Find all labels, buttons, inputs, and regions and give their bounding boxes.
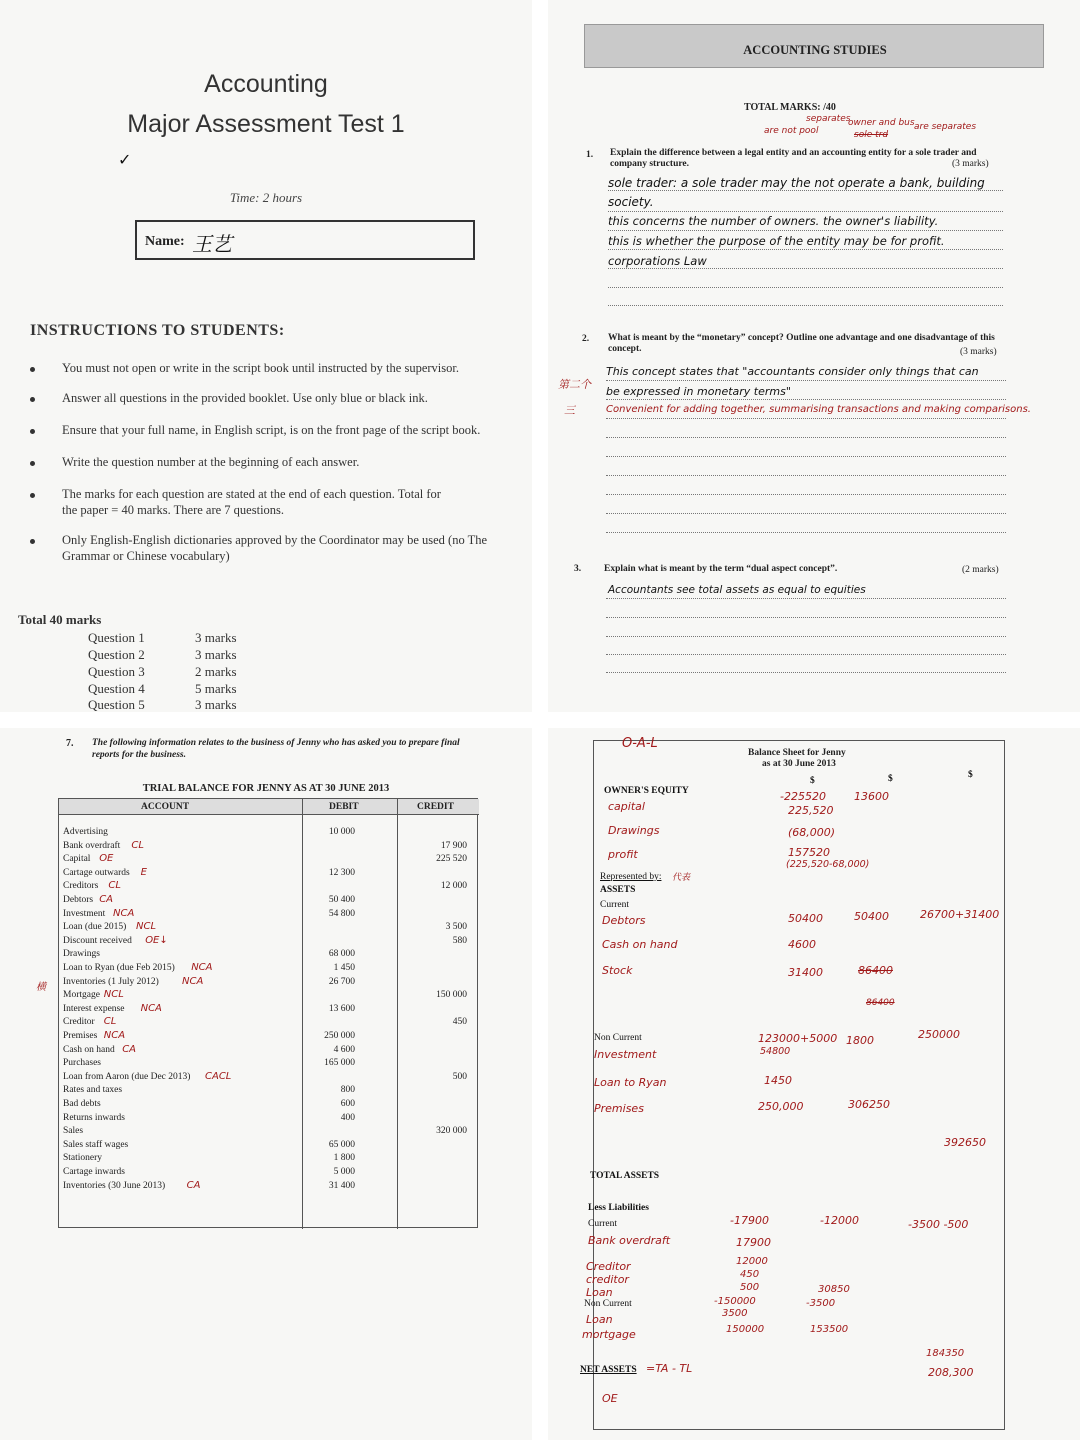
nc-value: 153500 [810,1324,849,1335]
bullet [30,539,35,544]
owners-equity: OWNER'S EQUITY [604,786,689,796]
studies-page [548,0,1080,712]
investment-value: 54800 [760,1046,791,1057]
classification-note: CL [131,839,144,851]
account-name: Loan to Ryan (due Feb 2015) [63,963,175,973]
answer-line [606,380,1006,381]
bullet [30,493,35,498]
answer-line [608,190,1003,191]
capital-value: 225,520 [788,804,834,817]
account-name: Debtors [63,895,94,905]
annotation: sole trd [854,130,889,140]
debit-value: 50 400 [328,895,355,905]
capital-value: 13600 [854,790,889,803]
credit-value: 580 [452,935,467,946]
annotation: are not pool [764,126,819,136]
debit-value: 250 000 [324,1031,355,1041]
bullet [30,461,35,466]
classification-note: CA [99,894,114,905]
total-assets: TOTAL ASSETS [590,1171,660,1181]
classification-note: E [140,866,147,878]
investment-value: 123000+5000 [758,1032,838,1045]
debtors-value: 50400 [854,910,889,923]
answer-line [606,494,1006,495]
question-4: Question 4 [88,681,145,696]
represented-by: Represented by: [600,872,662,882]
total-marks-label: Total 40 marks [18,612,102,627]
premises: Premises [594,1102,644,1115]
answer-line [608,249,1003,250]
account-name: Rates and taxes [63,1085,123,1096]
profit-value: 157520 [788,846,830,859]
studies-header-box [584,24,1044,68]
name-label: Name: [145,234,185,249]
instruction-5: The marks for each question are stated at the end of each question. Total for the paper = 40 marks. There are 7 questions. [62,487,441,517]
debit-value: 1 450 [333,963,355,973]
question-5-marks: 3 marks [195,697,237,712]
classification-note: CACL [205,1070,232,1082]
less-liabilities: Less Liabilities [588,1203,649,1213]
bs-title: Balance Sheet for Jenny [748,748,846,758]
answer-line [606,617,1006,618]
q2-marks: (3 marks) [960,347,997,357]
col-divider [397,799,398,1229]
instruction-4: Write the question number at the beginning of each answer. [62,455,360,469]
trial-header-row [59,799,479,815]
capital-value: -225520 [780,790,826,803]
bank-value: -12000 [820,1214,859,1227]
account-name: Loan (due 2015) [63,922,127,933]
answer-line [606,437,1006,438]
header-credit: CREDIT [417,802,454,812]
debit-value: 10 000 [328,827,355,837]
investment-value: 1800 [846,1034,874,1047]
question-2-marks: 3 marks [195,647,237,662]
name-box [135,220,475,260]
classification-note: NCA [103,1030,126,1041]
classification-note: CA [186,1179,201,1191]
account-name: Purchases [63,1058,101,1069]
total-marks: TOTAL MARKS: /40 [744,102,836,113]
question-4-marks: 5 marks [195,681,237,696]
classification-note: OE [99,853,114,865]
net-assets-formula: =TA - TL [646,1362,693,1375]
cover-subtitle: Major Assessment Test 1 [127,110,405,138]
answer-line [606,513,1006,514]
answer-line [608,211,1003,212]
loan-to-ryan: Loan to Ryan [594,1076,667,1089]
account-name: Interest expense [63,1003,125,1014]
q7-number: 7. [66,738,74,749]
debit-value: 1 800 [333,1153,355,1164]
creditor-value: 450 [740,1269,760,1280]
header-account: ACCOUNT [141,802,190,812]
answer-line [608,305,1003,306]
loan-ryan-value: 1450 [764,1074,792,1087]
current-liab: Current [588,1219,618,1229]
cover-time: Time: 2 hours [229,190,303,205]
classification-note: CL [103,1016,117,1028]
account-name: Bad debts [63,1099,101,1109]
q2-answer-1: This concept states that "accountants consider only things that can [606,365,979,378]
classification-note: NCL [136,921,157,933]
classification-note: NCA [113,907,135,919]
nc-value: -150000 [714,1296,756,1307]
credit-value: 12 000 [440,881,467,892]
account-name: Capital [63,854,91,865]
q1-marks: (3 marks) [952,159,989,169]
bullet [30,397,35,402]
q1-answer-4: this is whether the purpose of the entity may be for profit. [608,234,945,248]
assets: ASSETS [600,885,636,895]
balance-sheet-page [548,728,1080,1440]
classification-note: NCA [182,975,204,987]
debit-value: 26 700 [328,976,355,987]
cover-title: Accounting [204,70,328,98]
account-name: Cartage inwards [63,1167,125,1177]
investment-value: 250000 [918,1028,960,1041]
q2-margin-note-2: 三 [564,404,575,417]
net-assets: NET ASSETS [580,1365,637,1375]
q1-text: Explain the difference between a legal entity and an accounting entity for a sole trader and company structure. [610,148,977,169]
account-name: Cartage outwards [63,867,130,878]
bank-value: -17900 [730,1214,769,1227]
profit: profit [608,848,638,861]
currency: $ [888,774,893,784]
annotation: are separates [914,122,977,132]
q1-answer-2: society. [608,195,654,209]
bullet [30,367,35,372]
account-name: Investment [63,908,106,919]
currency: $ [968,770,973,780]
cash-value: 4600 [788,938,816,951]
total-liabilities-value: 184350 [926,1348,965,1359]
premises-value: 250,000 [758,1100,804,1113]
oe-note: OE [602,1392,618,1405]
bank-overdraft: Bank overdraft [588,1234,671,1247]
answer-line [606,598,1006,599]
current: Current [600,900,630,910]
answer-line [606,654,1006,655]
net-assets-value: 208,300 [928,1366,974,1379]
q1-answer-3: this concerns the number of owners. the owner's liability. [608,214,939,228]
margin-note: 横 [36,982,46,993]
question-5: Question 5 [88,697,145,712]
account-name: Bank overdraft [63,840,121,851]
creditor-value: 12000 [736,1256,768,1267]
bank-value: 17900 [736,1236,771,1249]
studies-header: ACCOUNTING STUDIES [743,43,887,57]
q7-intro: The following information relates to the business of Jenny who has asked you to prepare final reports for the business. [92,738,460,760]
corner-note: O-A-L [622,736,658,751]
bank-value: -3500 -500 [908,1218,969,1231]
q3-number: 3. [574,564,582,574]
q3-answer: Accountants see total assets as equal to equities [608,584,866,596]
credit-value: 150 000 [436,990,467,1001]
q2-margin-note: 第二个 [558,378,591,391]
q2-answer-2: be expressed in monetary terms" [606,385,791,398]
account-name: Loan from Aaron (due Dec 2013) [63,1071,191,1082]
instruction-6: Only English-English dictionaries approved by the Coordinator may be used (no The Grammar or Chinese vocabulary) [62,533,488,563]
bs-subtitle: as at 30 June 2013 [762,759,836,769]
credit-value: 320 000 [436,1126,467,1137]
credit-value: 500 [452,1071,467,1082]
classification-note: NCA [191,962,213,973]
debit-value: 31 400 [328,1180,355,1191]
answer-line [608,230,1003,231]
profit-calc: (225,520-68,000) [786,859,870,870]
represented-note: 代表 [672,873,691,883]
answer-line [606,475,1006,476]
classification-note: OE↓ [145,934,168,946]
question-3: Question 3 [88,664,145,679]
q2-text: What is meant by the “monetary” concept? Outline one advantage and one disadvantage of this concept. [608,333,995,354]
drawings: Drawings [608,824,660,837]
answer-line [608,287,1003,288]
trial-title: TRIAL BALANCE FOR JENNY AS AT 30 JUNE 2013 [142,783,390,794]
stock-value: 31400 [788,966,823,979]
question-3-marks: 2 marks [195,664,237,679]
debit-value: 5 000 [333,1167,355,1177]
instruction-2: Answer all questions in the provided booklet. Use only blue or black ink. [62,391,428,405]
creditor: creditor [586,1273,629,1286]
credit-value: 3 500 [445,922,467,933]
instruction-3: Ensure that your full name, in English script, is on the front page of the script book. [62,423,481,437]
account-name: Discount received [63,935,132,946]
stock: Stock [602,964,633,977]
debtors-value: 26700+31400 [920,908,1000,921]
investment: Investment [594,1048,657,1061]
account-name: Creditor [63,1017,95,1028]
debit-value: 65 000 [328,1139,355,1150]
question-1: Question 1 [88,630,145,645]
question-2: Question 2 [88,647,145,662]
cash-on-hand: Cash on hand [602,938,678,951]
total-assets-value: 392650 [944,1136,986,1149]
bullet [30,429,35,434]
classification-note: CL [108,880,121,892]
debit-value: 54 800 [328,908,355,919]
non-current-liab: Non Current [584,1299,632,1309]
loan: Loan [586,1286,613,1299]
debit-value: 13 600 [328,1003,355,1014]
stock-value: 86400 [866,998,895,1008]
account-name: Sales [63,1126,84,1137]
creditor-value: 500 [740,1282,760,1293]
annotation: separates [806,114,851,124]
q3-marks: (2 marks) [962,565,999,575]
classification-note: NCL [103,989,124,1001]
trial-table [58,798,478,1228]
answer-line [606,456,1006,457]
currency: $ [810,776,815,786]
credit-value: 225 520 [436,854,467,865]
account-name: Returns inwards [63,1112,126,1123]
q1-answer-5: corporations Law [608,254,707,268]
debit-value: 600 [340,1099,355,1109]
account-name: Cash on hand [63,1044,115,1055]
account-name: Sales staff wages [63,1139,129,1150]
answer-line [606,418,1006,419]
name-value: 王艺 [192,232,232,256]
debit-value: 68 000 [328,949,355,960]
stock-value: 86400 [858,964,893,977]
debtors: Debtors [602,914,646,927]
q3-text: Explain what is meant by the term “dual aspect concept”. [604,564,838,574]
nc-value: 3500 [722,1308,748,1319]
classification-note: CA [122,1043,137,1055]
non-current: Non Current [594,1033,642,1043]
account-name: Mortgage [63,990,100,1001]
debit-value: 4 600 [333,1044,355,1055]
debtors-value: 50400 [788,912,823,925]
q1-answer-1: sole trader: a sole trader may the not operate a bank, building [608,176,985,190]
question-1-marks: 3 marks [195,630,237,645]
q1-number: 1. [586,150,594,160]
classification-note: NCA [140,1002,162,1014]
credit-value: 17 900 [440,840,467,851]
account-name: Advertising [63,827,108,837]
cover-page [0,0,532,712]
trial-balance-page [0,728,532,1440]
account-name: Premises [63,1031,98,1041]
col-divider [302,799,303,1229]
account-name: Inventories (1 July 2012) [63,976,159,987]
answer-line [606,636,1006,637]
q2-number: 2. [582,334,590,344]
answer-line [606,399,1006,400]
creditor-value: 30850 [818,1284,850,1295]
q2-answer-3: Convenient for adding together, summarising transactions and making comparisons. [606,404,1031,415]
debit-value: 800 [340,1085,355,1096]
answer-line [608,268,1003,269]
mortgage: mortgage [582,1328,636,1341]
account-name: Stationery [63,1153,103,1164]
loan: Loan [586,1313,613,1326]
nc-value: 150000 [726,1324,765,1335]
nc-value: -3500 [806,1298,836,1309]
capital: capital [608,800,645,813]
account-name: Creditors [63,881,99,892]
drawings-value: (68,000) [788,826,836,839]
instructions-heading: INSTRUCTIONS TO STUDENTS: [30,322,285,339]
account-name: Drawings [63,949,100,960]
debit-value: 12 300 [328,867,355,878]
annotation: owner and bus [848,118,915,128]
instruction-1: You must not open or write in the script book until instructed by the supervisor. [62,361,459,375]
answer-line [606,532,1006,533]
premises-value: 306250 [848,1098,890,1111]
credit-value: 450 [452,1017,467,1028]
answer-line [606,672,1006,673]
debit-value: 165 000 [324,1058,355,1069]
header-debit: DEBIT [329,802,359,812]
check-mark: ✓ [118,150,132,169]
account-name: Inventories (30 June 2013) [63,1180,166,1191]
debit-value: 400 [340,1112,355,1123]
creditor: Creditor [586,1260,631,1273]
